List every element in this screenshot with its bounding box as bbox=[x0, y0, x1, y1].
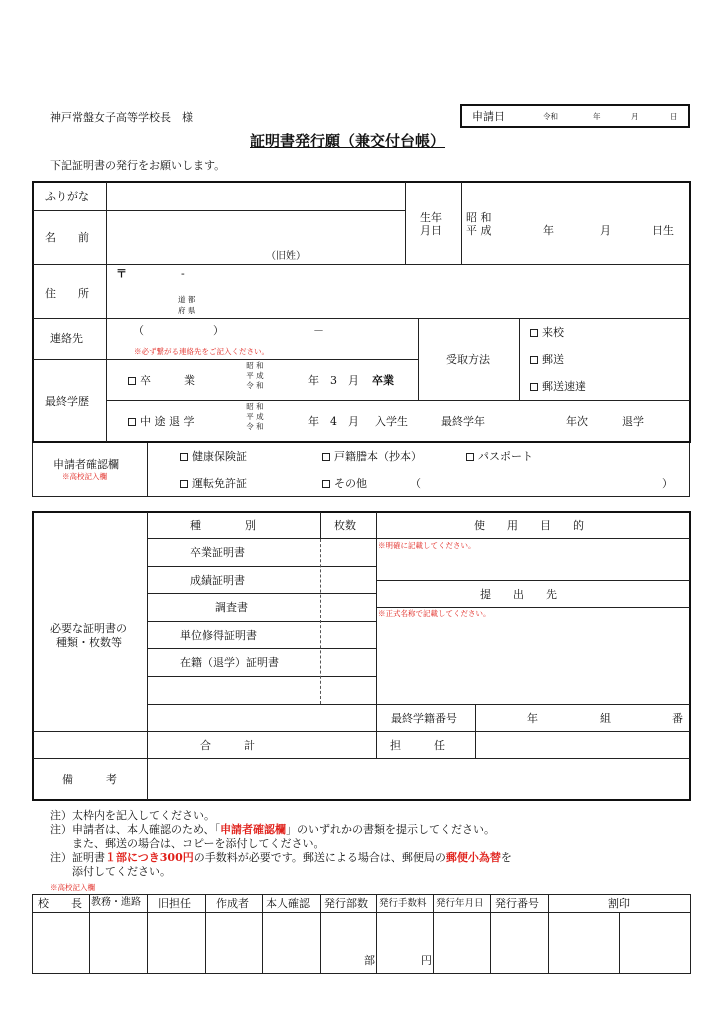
phone-dash: － bbox=[313, 324, 324, 337]
submit-to-header: 提 出 先 bbox=[480, 588, 557, 601]
count-input-enrollment[interactable] bbox=[322, 650, 374, 674]
receipt-label: 受取方法 bbox=[446, 353, 490, 366]
office-col-fee: 発行手数料 bbox=[379, 898, 427, 909]
cert-type-enrollment: 在籍（退学）証明書 bbox=[180, 656, 279, 669]
submit-to-input[interactable] bbox=[378, 621, 688, 702]
col-count-header: 枚数 bbox=[334, 519, 356, 532]
doc-health-insurance[interactable]: 健康保険証 bbox=[180, 451, 247, 462]
student-no-class: 組 bbox=[600, 712, 611, 725]
furigana-input[interactable] bbox=[108, 184, 402, 208]
postal-mark: 〒 bbox=[116, 267, 127, 280]
note-3-line2: 添付してください。 bbox=[72, 865, 171, 878]
doc-passport[interactable]: パスポート bbox=[466, 451, 533, 462]
prefecture-label-1: 道 都 bbox=[178, 295, 196, 304]
checkbox-icon bbox=[128, 418, 136, 426]
postal-dash: - bbox=[181, 267, 185, 280]
grade-suffix: 年次 bbox=[566, 415, 588, 428]
prefecture-label-2: 府 県 bbox=[178, 306, 196, 315]
withdraw-year-month: 年 4 月 bbox=[308, 415, 359, 428]
office-col-seal: 割印 bbox=[608, 897, 630, 910]
cert-type-transcript: 成績証明書 bbox=[190, 574, 245, 587]
birth-era-heisei: 平 成 bbox=[466, 224, 492, 237]
note-1: 注）太枠内を記入してください。 bbox=[50, 809, 215, 822]
furigana-label: ふりがな bbox=[45, 190, 89, 203]
withdraw-eras: 昭 和 平 成 令 和 bbox=[246, 402, 264, 431]
birth-month-unit: 月 bbox=[600, 224, 611, 237]
apply-date-year: 年 bbox=[593, 112, 601, 121]
total-label: 合 計 bbox=[200, 739, 255, 752]
note-3: 注）証明書１部につき300円の手数料が必要です。郵送による場合は、郵便局の郵便小為替を bbox=[50, 851, 512, 864]
student-no-year: 年 bbox=[527, 712, 538, 725]
note-2: 注）申請者は、本人確認のため、「申請者確認欄」のいずれかの書類を提示してください。 bbox=[50, 823, 496, 836]
withdraw-label: 退学 bbox=[622, 415, 644, 428]
col-type-header: 種 別 bbox=[190, 519, 256, 532]
col-purpose-header: 使 用 目 的 bbox=[474, 519, 584, 532]
checkbox-icon bbox=[322, 480, 330, 488]
identity-note: ※高校記入欄 bbox=[62, 472, 107, 481]
birth-label-2: 月日 bbox=[420, 224, 442, 237]
cert-type-report: 調査書 bbox=[215, 601, 248, 614]
count-input-graduation[interactable] bbox=[322, 540, 374, 564]
office-col-creator: 作成者 bbox=[216, 897, 249, 910]
receipt-option-visit[interactable]: 来校 bbox=[530, 327, 564, 338]
name-label: 名 前 bbox=[45, 231, 89, 244]
contact-label: 連絡先 bbox=[50, 332, 83, 345]
office-note: ※高校記入欄 bbox=[50, 883, 95, 892]
phone-open: （ bbox=[133, 324, 144, 337]
grad-suffix: 卒業 bbox=[372, 374, 394, 387]
page-title: 証明書発行願（兼交付台帳） bbox=[250, 132, 446, 150]
identity-label: 申請者確認欄 bbox=[53, 458, 119, 471]
name-input[interactable] bbox=[108, 212, 402, 250]
addressee: 神戸常盤女子高等学校長 様 bbox=[50, 111, 193, 124]
remarks-label: 備 考 bbox=[62, 773, 117, 786]
homeroom-label: 担 任 bbox=[390, 739, 445, 752]
purpose-input[interactable] bbox=[378, 553, 688, 578]
office-col-former-teacher: 旧担任 bbox=[158, 897, 191, 910]
grad-option[interactable]: 卒 業 bbox=[128, 375, 195, 386]
count-input-transcript[interactable] bbox=[322, 568, 374, 592]
office-col-principal: 校 長 bbox=[38, 897, 82, 910]
checkbox-icon bbox=[128, 377, 136, 385]
note-2-line2: また、郵送の場合は、コピーを添付してください。 bbox=[72, 837, 325, 850]
apply-date-label: 申請日 bbox=[472, 110, 505, 123]
office-col-id-check: 本人確認 bbox=[266, 897, 310, 910]
withdraw-option[interactable]: 中 途 退 学 bbox=[128, 416, 195, 427]
doc-drivers-license[interactable]: 運転免許証 bbox=[180, 478, 247, 489]
checkbox-icon bbox=[180, 480, 188, 488]
checkbox-icon bbox=[180, 453, 188, 461]
other-open: （ bbox=[410, 477, 421, 490]
receipt-option-mail[interactable]: 郵送 bbox=[530, 354, 564, 365]
doc-family-register[interactable]: 戸籍謄本（抄本） bbox=[322, 451, 422, 462]
copies-unit: 部 bbox=[364, 954, 375, 967]
birth-suffix: 日生 bbox=[652, 224, 674, 237]
office-col-issue-no: 発行番号 bbox=[495, 897, 539, 910]
checkbox-icon bbox=[466, 453, 474, 461]
phone-close: ） bbox=[213, 324, 224, 337]
count-input-credits[interactable] bbox=[322, 623, 374, 647]
apply-date-day: 日 bbox=[670, 112, 678, 121]
cert-side-label-2: 種類・枚数等 bbox=[56, 636, 122, 649]
checkbox-icon bbox=[530, 329, 538, 337]
grad-year-month: 年 3 月 bbox=[308, 374, 359, 387]
purpose-note: ※明確に記載してください。 bbox=[378, 541, 476, 550]
address-label: 住 所 bbox=[45, 287, 89, 300]
grad-eras: 昭 和 平 成 令 和 bbox=[246, 361, 264, 390]
doc-other[interactable]: その他 bbox=[322, 478, 367, 489]
intro-text: 下記証明書の発行をお願いします。 bbox=[50, 159, 226, 172]
birth-era-showa: 昭 和 bbox=[466, 211, 492, 224]
other-close: ） bbox=[662, 477, 673, 490]
apply-date-month: 月 bbox=[631, 112, 639, 121]
cert-type-graduation: 卒業証明書 bbox=[190, 546, 245, 559]
submit-note: ※正式名称で記載してください。 bbox=[378, 609, 491, 618]
student-no-number: 番 bbox=[672, 712, 683, 725]
education-label: 最終学歴 bbox=[45, 395, 89, 408]
withdraw-enroll: 入学生 bbox=[375, 415, 408, 428]
student-no-label: 最終学籍番号 bbox=[391, 712, 457, 725]
cert-type-credits: 単位修得証明書 bbox=[180, 629, 257, 642]
fee-unit: 円 bbox=[421, 954, 432, 967]
checkbox-icon bbox=[530, 383, 538, 391]
contact-input[interactable] bbox=[108, 320, 416, 344]
office-col-academic: 教務・進路 bbox=[91, 897, 141, 908]
office-col-issue-date: 発行年月日 bbox=[436, 898, 484, 909]
receipt-option-express[interactable]: 郵送速達 bbox=[530, 381, 586, 392]
checkbox-icon bbox=[322, 453, 330, 461]
contact-note: ※必ず繋がる連絡先をご記入ください。 bbox=[134, 347, 269, 356]
count-input-report[interactable] bbox=[322, 595, 374, 619]
cert-side-label-1: 必要な証明書の bbox=[50, 622, 127, 635]
office-col-copies: 発行部数 bbox=[324, 897, 368, 910]
last-grade-label: 最終学年 bbox=[441, 415, 485, 428]
birth-label-1: 生年 bbox=[420, 211, 442, 224]
apply-date-era: 令和 bbox=[543, 112, 558, 121]
remarks-input[interactable] bbox=[150, 760, 688, 798]
checkbox-icon bbox=[530, 356, 538, 364]
old-name-label: （旧姓） bbox=[266, 251, 306, 262]
birth-year-unit: 年 bbox=[543, 224, 554, 237]
